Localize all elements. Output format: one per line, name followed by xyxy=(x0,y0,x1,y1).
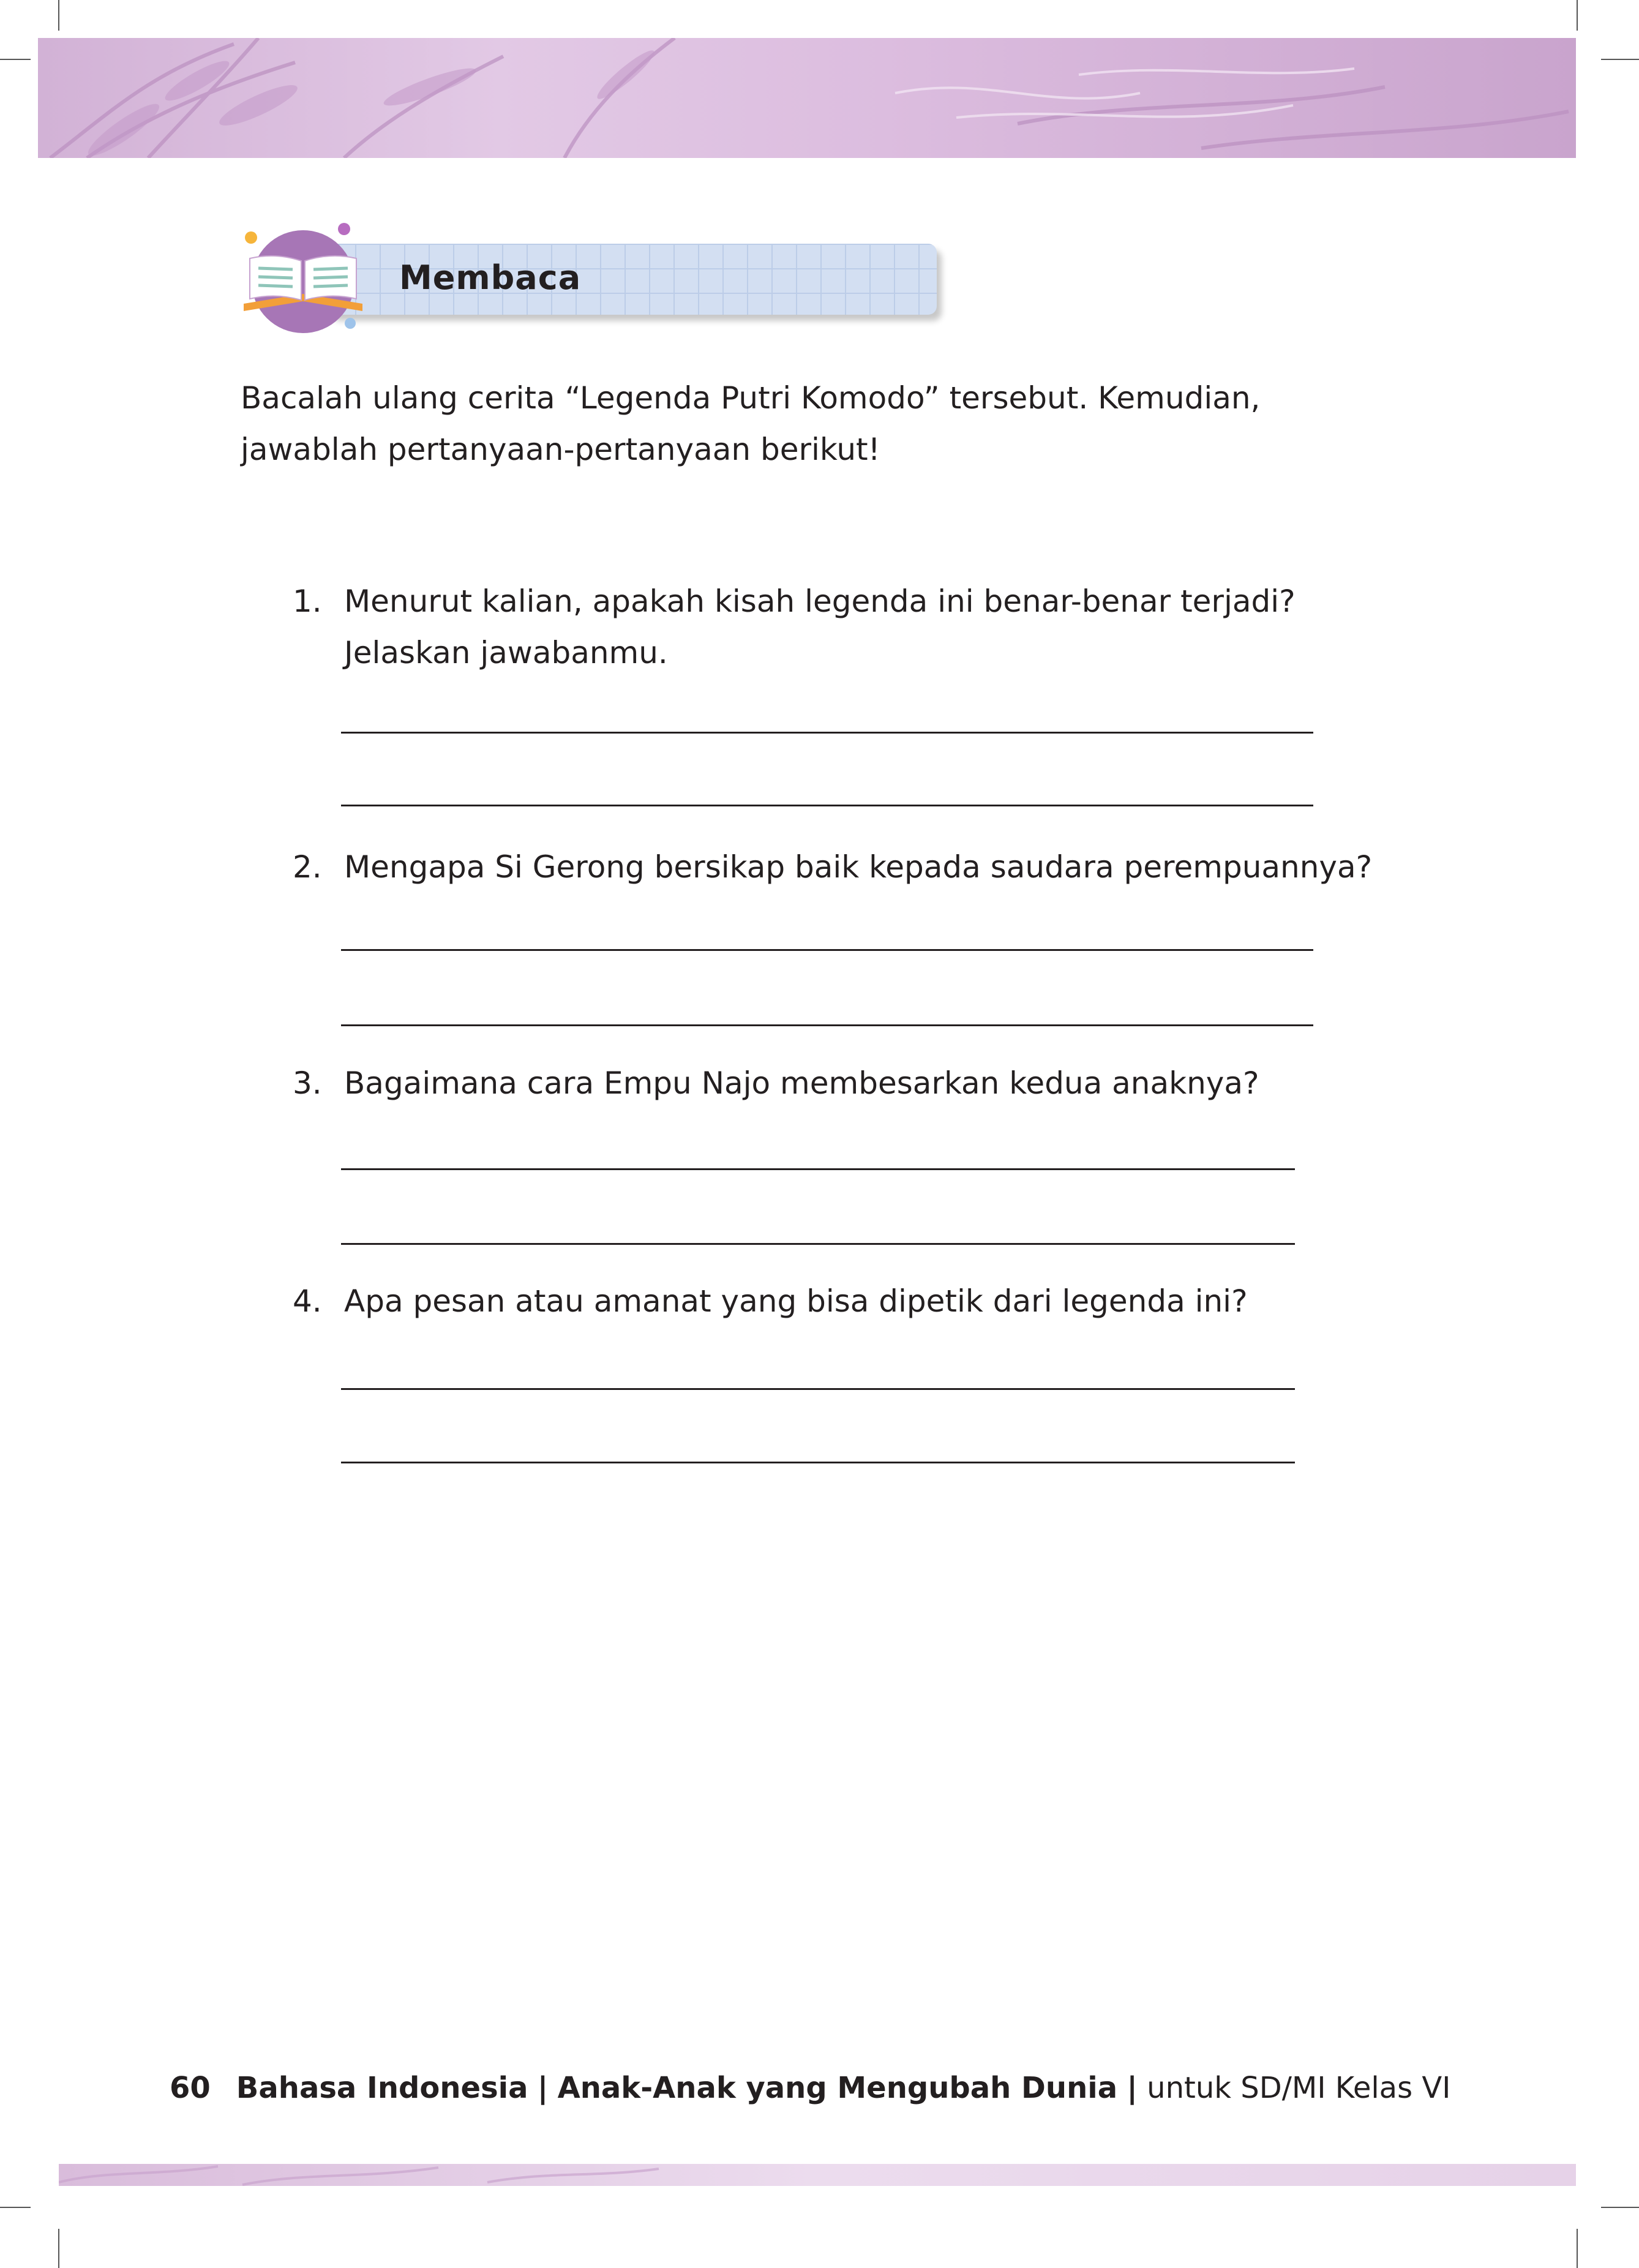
answer-line[interactable] xyxy=(341,805,1313,806)
question-text: Apa pesan atau amanat yang bisa dipetik dari legenda ini? xyxy=(344,1283,1248,1319)
section-title: Membaca xyxy=(399,258,582,297)
bottom-banner xyxy=(59,2164,1576,2186)
top-banner xyxy=(38,38,1576,158)
answer-line[interactable] xyxy=(341,1462,1295,1463)
answer-line[interactable] xyxy=(341,1243,1295,1245)
answer-line[interactable] xyxy=(341,949,1313,951)
footer-separator: | xyxy=(1127,2071,1138,2105)
open-book-icon xyxy=(239,220,380,343)
answer-line[interactable] xyxy=(341,1388,1295,1390)
footer-book-title: Anak-Anak yang Mengubah Dunia xyxy=(557,2071,1118,2105)
crop-mark xyxy=(1601,59,1639,60)
footer-separator: | xyxy=(537,2071,549,2105)
question-number: 3. xyxy=(293,1065,322,1101)
question-number: 1. xyxy=(293,584,322,619)
answer-line[interactable] xyxy=(341,732,1313,734)
question-number: 4. xyxy=(293,1283,322,1319)
banner-plant-pattern xyxy=(38,38,1576,158)
crop-mark xyxy=(1601,2207,1639,2208)
section-header xyxy=(239,220,955,343)
crop-mark xyxy=(58,0,59,31)
crop-mark xyxy=(58,2229,59,2268)
intro-paragraph: Bacalah ulang cerita “Legenda Putri Komodo” tersebut. Kemudian, jawablah pertanyaan-pertanyaan berikut! xyxy=(241,380,1261,467)
crop-mark xyxy=(1577,0,1578,31)
footer-audience: untuk SD/MI Kelas VI xyxy=(1147,2071,1451,2105)
question-text: Bagaimana cara Empu Najo membesarkan kedua anaknya? xyxy=(344,1065,1259,1101)
question-text: Mengapa Si Gerong bersikap baik kepada saudara perempuannya? xyxy=(344,849,1373,885)
crop-mark xyxy=(1577,2229,1578,2268)
page-footer xyxy=(170,2071,1450,2105)
answer-line[interactable] xyxy=(341,1168,1295,1170)
answer-line[interactable] xyxy=(341,1024,1313,1026)
question-number: 2. xyxy=(293,849,322,885)
crop-mark xyxy=(0,2207,31,2208)
page-number: 60 xyxy=(170,2071,211,2105)
question-text: Menurut kalian, apakah kisah legenda ini benar-benar terjadi? Jelaskan jawabanmu. xyxy=(344,584,1296,670)
footer-subject: Bahasa Indonesia xyxy=(236,2071,528,2105)
crop-mark xyxy=(0,59,31,60)
banner-plant-pattern xyxy=(59,2164,1576,2186)
